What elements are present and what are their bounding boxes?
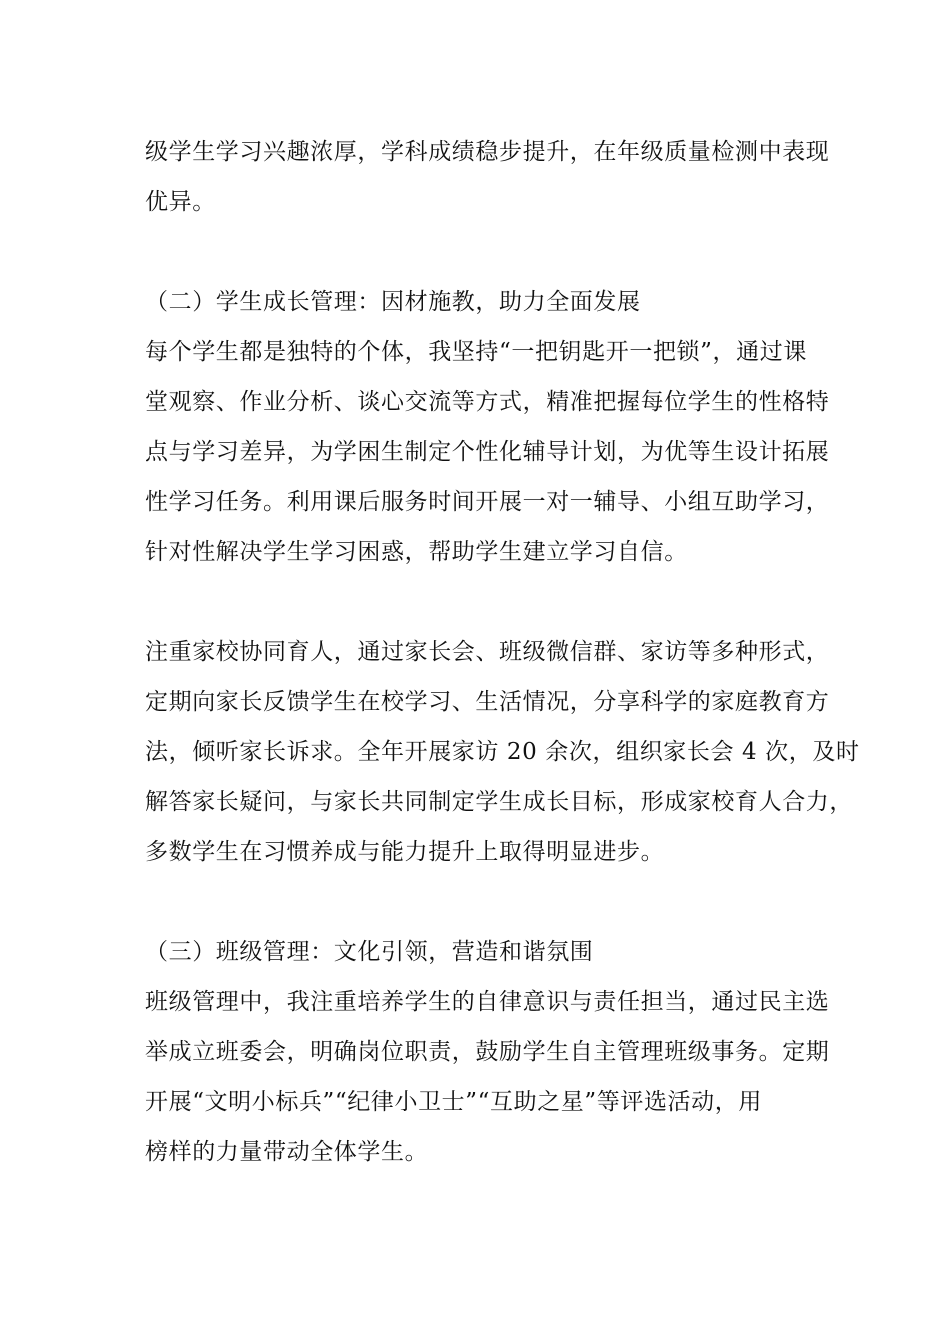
paragraph-line: 注重家校协同育人，通过家长会、班级微信群、家访等多种形式， [145, 639, 830, 665]
paragraph-line: 针对性解决学生学习困惑，帮助学生建立学习自信。 [145, 539, 688, 565]
paragraph-line: 点与学习差异，为学困生制定个性化辅导计划，为优等生设计拓展 [145, 439, 830, 465]
paragraph-line: 优异。 [145, 189, 216, 215]
paragraph-line: 法，倾听家长诉求。全年开展家访 20 余次，组织家长会 4 次，及时 [145, 739, 860, 765]
paragraph-line: 每个学生都是独特的个体，我坚持“一把钥匙开一把锁”，通过课 [145, 339, 807, 365]
paragraph-line: 定期向家长反馈学生在校学习、生活情况，分享科学的家庭教育方 [145, 689, 830, 715]
paragraph-line: 性学习任务。利用课后服务时间开展一对一辅导、小组互助学习， [145, 489, 830, 515]
paragraph-line: 多数学生在习惯养成与能力提升上取得明显进步。 [145, 839, 665, 865]
paragraph-line: 解答家长疑问，与家长共同制定学生成长目标，形成家校育人合力， [145, 789, 853, 815]
paragraph-line: 榜样的力量带动全体学生。 [145, 1139, 429, 1165]
section-heading-student-growth: （二）学生成长管理：因材施教，助力全面发展 [145, 289, 641, 315]
paragraph-line: 堂观察、作业分析、谈心交流等方式，精准把握每位学生的性格特 [145, 389, 830, 415]
paragraph-line: 级学生学习兴趣浓厚，学科成绩稳步提升，在年级质量检测中表现 [145, 139, 830, 165]
paragraph-line: 班级管理中，我注重培养学生的自律意识与责任担当，通过民主选 [145, 989, 830, 1015]
paragraph-line: 举成立班委会，明确岗位职责，鼓励学生自主管理班级事务。定期 [145, 1039, 830, 1065]
section-heading-class-management: （三）班级管理：文化引领，营造和谐氛围 [145, 939, 594, 965]
paragraph-line: 开展“文明小标兵”“纪律小卫士”“互助之星”等评选活动，用 [145, 1089, 762, 1115]
